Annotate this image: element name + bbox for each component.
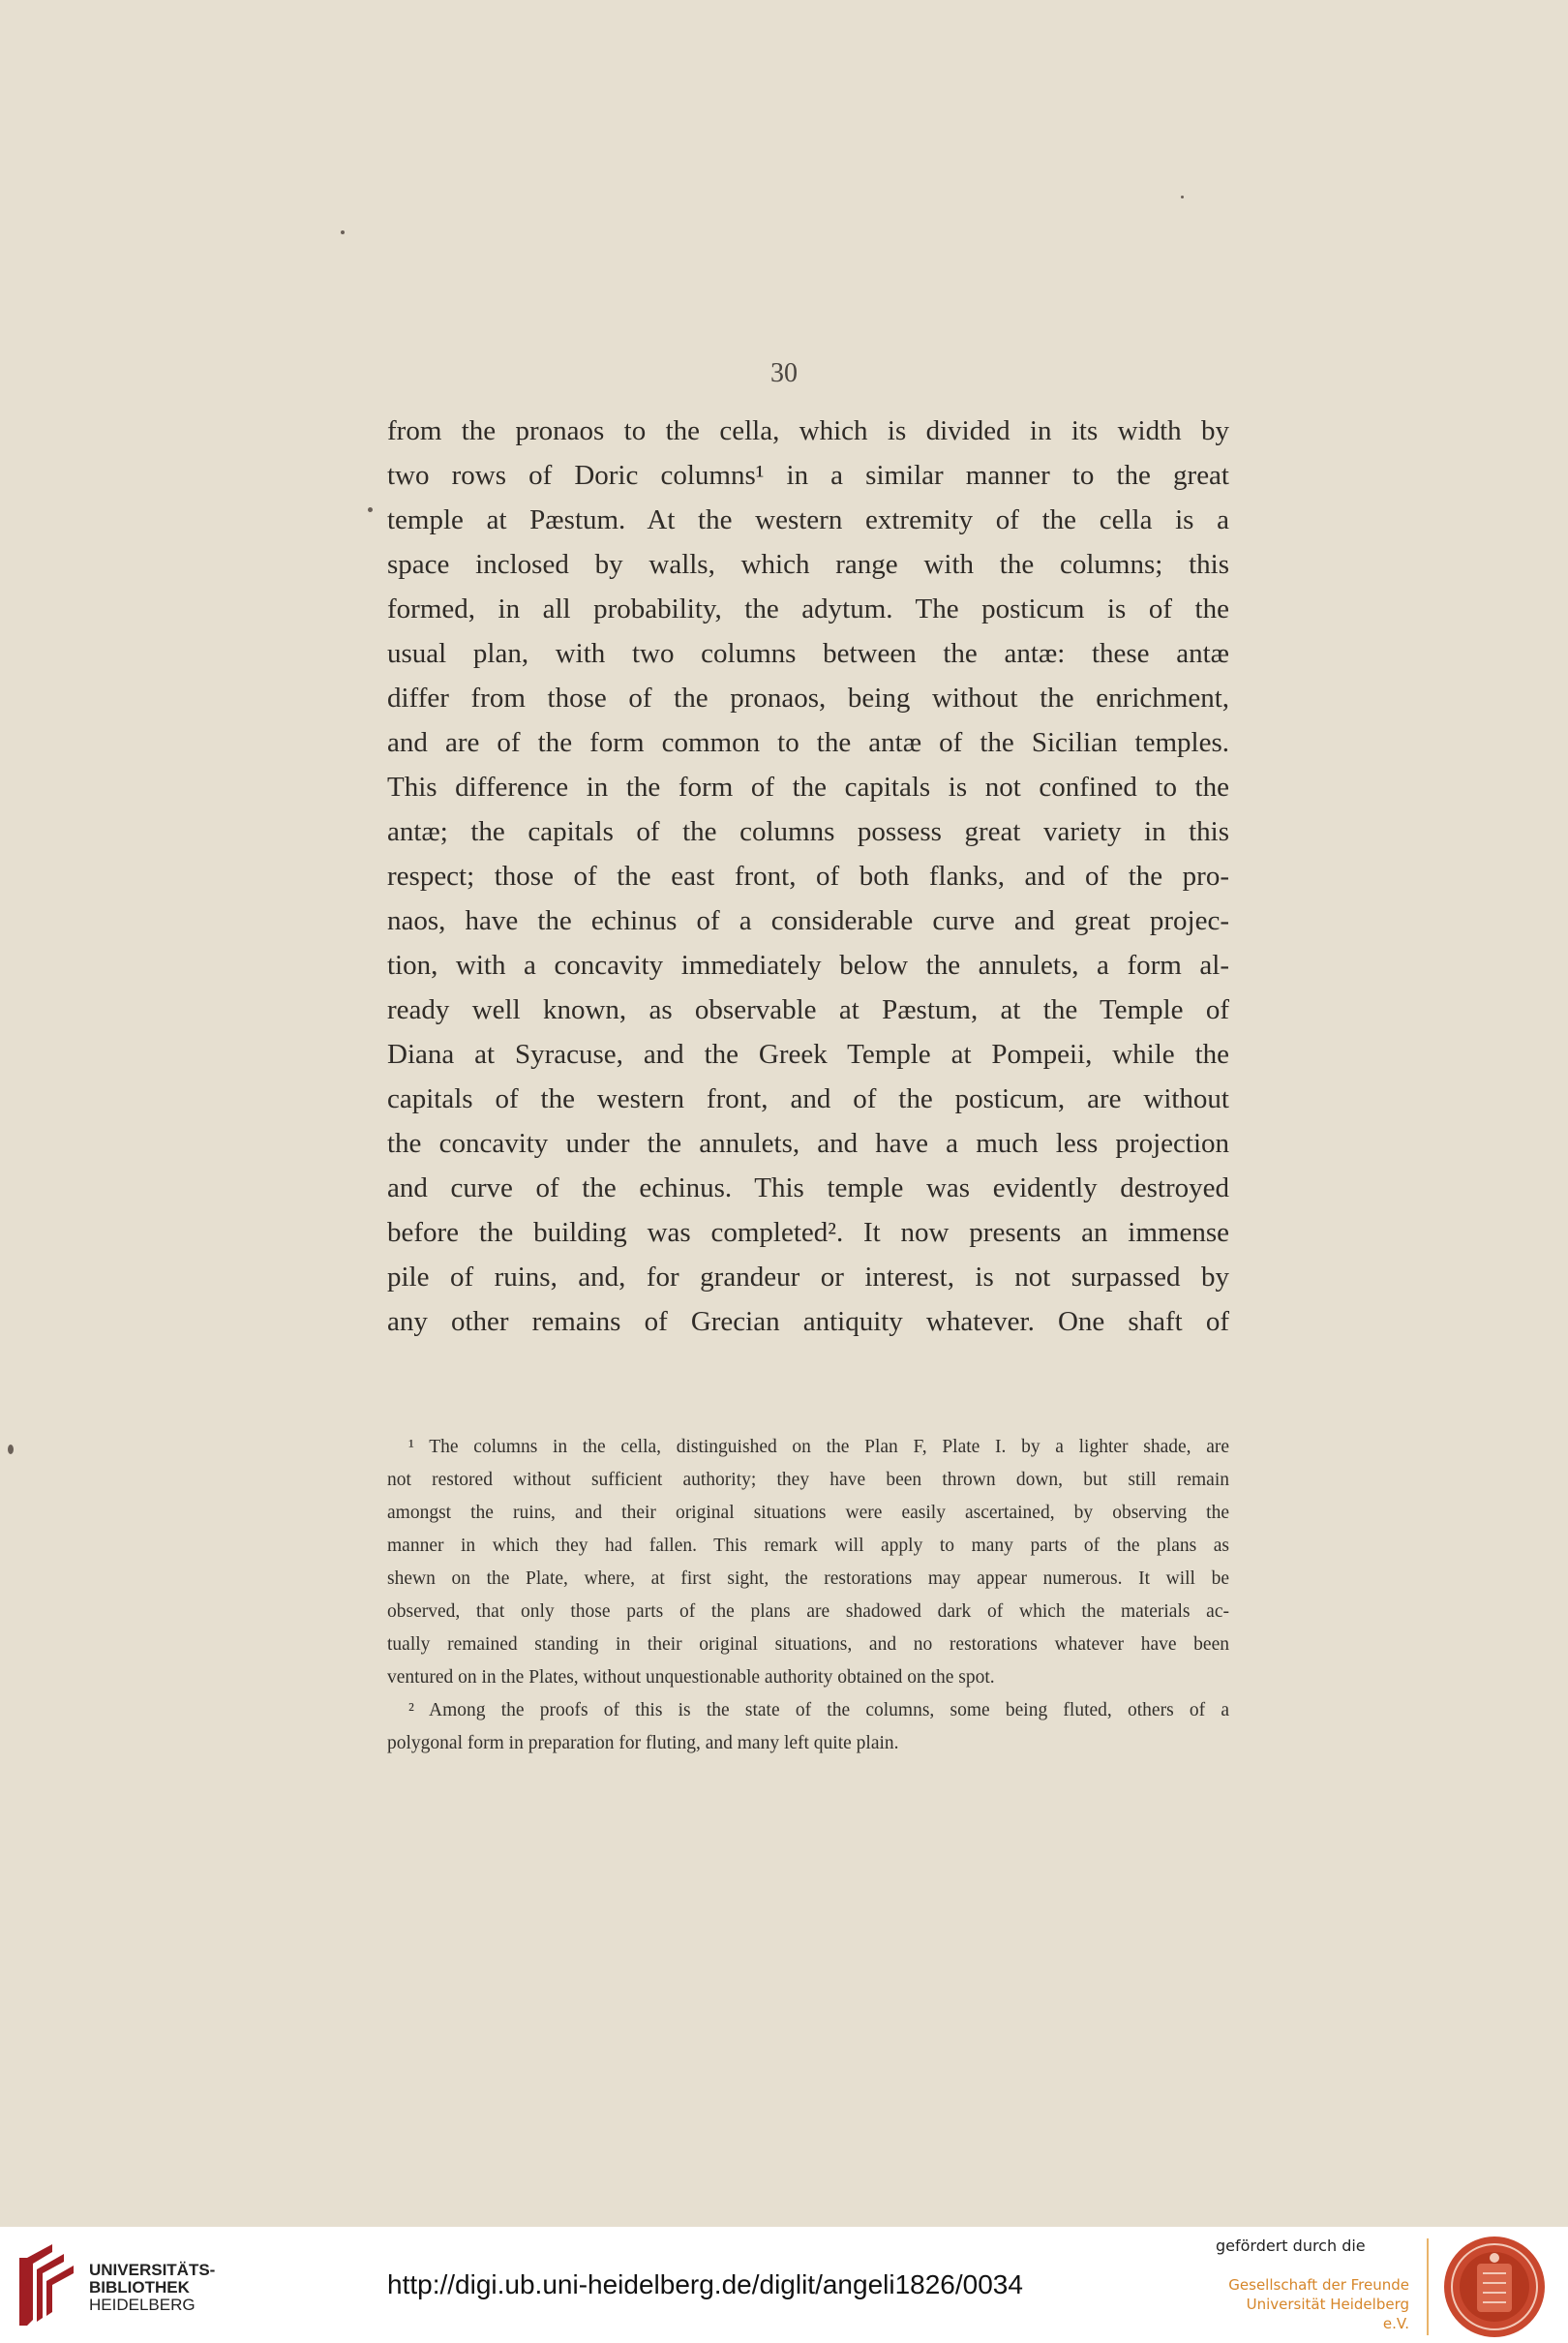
sponsor-label: gefördert durch die bbox=[1216, 2236, 1366, 2255]
body-line: any other remains of Grecian antiquity whatever. One shaft of bbox=[387, 1306, 1229, 1337]
library-name bbox=[89, 2262, 215, 2314]
sponsor-name-line: Universität Heidelberg e.V. bbox=[1246, 2296, 1409, 2332]
body-line: the concavity under the annulets, and have a much less projection bbox=[387, 1128, 1229, 1159]
scan-speck bbox=[1181, 196, 1184, 198]
sponsor-name-line: Gesellschaft der Freunde bbox=[1228, 2276, 1409, 2294]
body-text bbox=[387, 409, 1229, 1344]
scan-speck bbox=[368, 507, 373, 512]
body-line: from the pronaos to the cella, which is divided in its width by bbox=[387, 415, 1229, 446]
sponsor-name[interactable] bbox=[1216, 2275, 1409, 2333]
body-line: This difference in the form of the capitals is not confined to the bbox=[387, 772, 1229, 803]
body-line: ready well known, as observable at Pæstum, at the Temple of bbox=[387, 994, 1229, 1025]
footnote-line: ventured on in the Plates, without unquestionable authority obtained on the spot. bbox=[387, 1667, 995, 1688]
footnote-line: polygonal form in preparation for fluting, and many left quite plain. bbox=[387, 1733, 899, 1753]
body-line: antæ; the capitals of the columns possess great variety in this bbox=[387, 816, 1229, 847]
scan-speck bbox=[8, 1445, 14, 1454]
library-name-line: BIBLIOTHEK bbox=[89, 2278, 190, 2297]
scan-speck bbox=[341, 230, 345, 234]
footnote-line: ¹ The columns in the cella, distinguished on the Plan F, Plate I. by a lighter shade, are bbox=[408, 1437, 1229, 1457]
body-line: space inclosed by walls, which range with the columns; this bbox=[387, 549, 1229, 580]
page-number: 30 bbox=[770, 358, 798, 388]
sponsor-divider bbox=[1427, 2238, 1429, 2335]
footnote-line: shewn on the Plate, where, at first sight, the restorations may appear numerous. It will be bbox=[387, 1568, 1229, 1589]
body-line: tion, with a concavity immediately below the annulets, a form al- bbox=[387, 950, 1229, 981]
footnote-line: manner in which they had fallen. This remark will apply to many parts of the plans as bbox=[387, 1536, 1229, 1556]
body-line: capitals of the western front, and of the posticum, are without bbox=[387, 1083, 1229, 1114]
footnote-line: ² Among the proofs of this is the state of the columns, some being fluted, others of a bbox=[408, 1700, 1229, 1720]
body-line: respect; those of the east front, of both flanks, and of the pro- bbox=[387, 861, 1229, 892]
footnote-line: observed, that only those parts of the plans are shadowed dark of which the materials ac- bbox=[387, 1601, 1229, 1622]
footnote-line: amongst the ruins, and their original situations were easily ascertained, by observing the bbox=[387, 1503, 1229, 1523]
body-line: temple at Pæstum. At the western extremity of the cella is a bbox=[387, 504, 1229, 535]
body-line: and are of the form common to the antæ of the Sicilian temples. bbox=[387, 727, 1229, 758]
body-line: and curve of the echinus. This temple was evidently destroyed bbox=[387, 1172, 1229, 1203]
body-line: two rows of Doric columns¹ in a similar manner to the great bbox=[387, 460, 1229, 491]
ub-heidelberg-logo-icon[interactable] bbox=[14, 2240, 77, 2328]
body-line: before the building was completed². It now presents an immense bbox=[387, 1217, 1229, 1248]
university-seal-icon bbox=[1442, 2235, 1547, 2339]
viewer-footer bbox=[0, 2227, 1568, 2343]
footnote-line: not restored without sufficient authority; they have been thrown down, but still remain bbox=[387, 1470, 1229, 1490]
body-line: differ from those of the pronaos, being without the enrichment, bbox=[387, 683, 1229, 714]
body-line: usual plan, with two columns between the antæ: these antæ bbox=[387, 638, 1229, 669]
permalink-url[interactable]: http://digi.ub.uni-heidelberg.de/diglit/angeli1826/0034 bbox=[387, 2269, 1023, 2299]
library-name-line: UNIVERSITÄTS- bbox=[89, 2261, 216, 2279]
body-line: formed, in all probability, the adytum. The posticum is of the bbox=[387, 593, 1229, 624]
footnote-line: tually remained standing in their original situations, and no restorations whatever have been bbox=[387, 1634, 1229, 1655]
footnotes bbox=[387, 1431, 1229, 1760]
body-line: pile of ruins, and, for grandeur or interest, is not surpassed by bbox=[387, 1262, 1229, 1293]
library-name-line: HEIDELBERG bbox=[89, 2296, 196, 2314]
body-line: Diana at Syracuse, and the Greek Temple at Pompeii, while the bbox=[387, 1039, 1229, 1070]
body-line: naos, have the echinus of a considerable curve and great projec- bbox=[387, 905, 1229, 936]
